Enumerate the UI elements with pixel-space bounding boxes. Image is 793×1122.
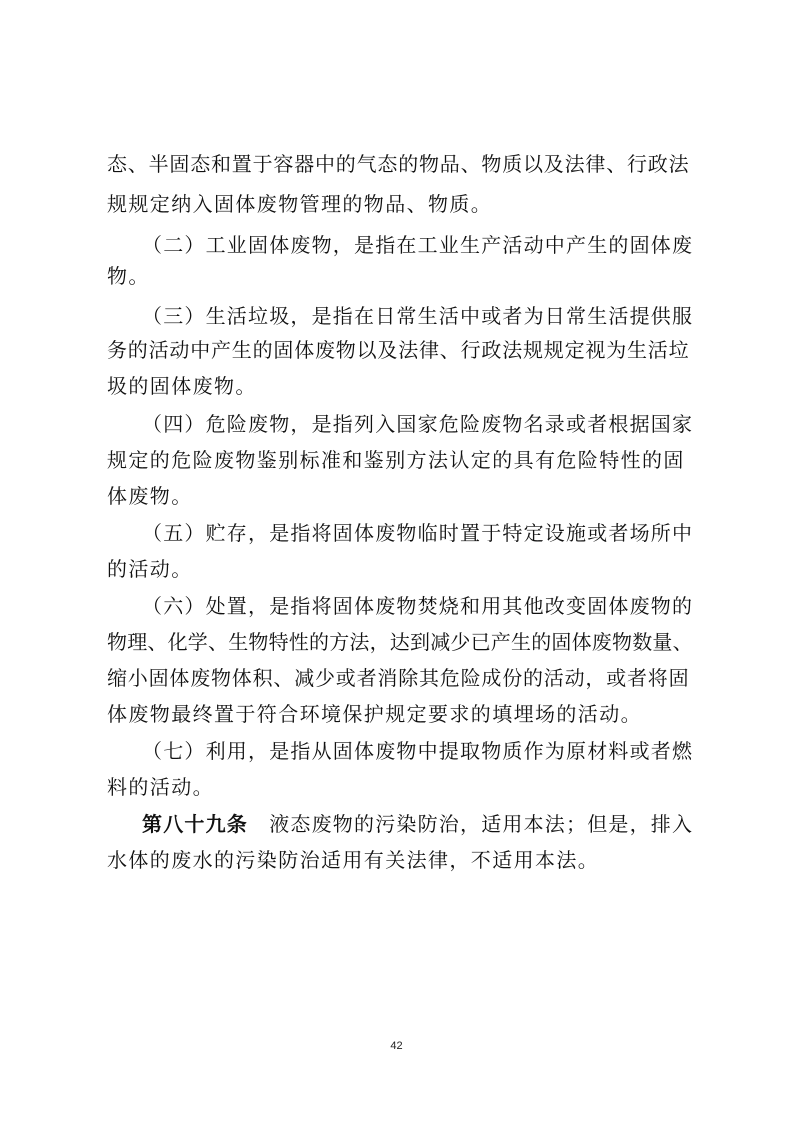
text-line: 态、半固态和置于容器中的气态的物品、物质以及法律、行政法 — [107, 152, 690, 176]
text-line: 体废物。 — [107, 484, 193, 508]
paragraph-item-2-line: （二）工业固体废物，是指在工业生产活动中产生的固体废 — [142, 233, 694, 257]
article-text: 液态废物的污染防治，适用本法；但是，排入 — [269, 812, 694, 836]
text-line: 料的活动。 — [107, 775, 214, 799]
text-line: 圾的固体废物。 — [107, 374, 257, 398]
paragraph-item-4-line: （四）危险废物，是指列入国家危险废物名录或者根据国家 — [142, 412, 694, 436]
page-number: 42 — [390, 1040, 403, 1052]
article-heading: 第八十九条 — [142, 812, 248, 836]
text-line: 规定的危险废物鉴别标准和鉴别方法认定的具有危险特性的固 — [107, 448, 685, 472]
article-89-line — [142, 810, 693, 838]
text-line: 水体的废水的污染防治适用有关法律，不适用本法。 — [107, 848, 600, 872]
paragraph-item-5-line: （五）贮存，是指将固体废物临时置于特定设施或者场所中 — [142, 521, 694, 545]
text-line: 体废物最终置于符合环境保护规定要求的填埋场的活动。 — [107, 702, 642, 726]
text-line: 缩小固体废物体积、减少或者消除其危险成份的活动，或者将固 — [107, 666, 690, 690]
paragraph-item-3-line: （三）生活垃圾，是指在日常生活中或者为日常生活提供服 — [142, 304, 694, 328]
text-line: 规规定纳入固体废物管理的物品、物质。 — [107, 192, 493, 216]
text-line: 物理、化学、生物特性的方法，达到减少已产生的固体废物数量、 — [107, 630, 693, 654]
text-line: 物。 — [107, 264, 150, 288]
paragraph-item-6-line: （六）处置，是指将固体废物焚烧和用其他改变固体废物的 — [142, 594, 694, 618]
text-line: 务的活动中产生的固体废物以及法律、行政法规规定视为生活垃 — [107, 338, 690, 362]
text-line: 的活动。 — [107, 557, 193, 581]
paragraph-item-7-line: （七）利用，是指从固体废物中提取物质作为原材料或者燃 — [142, 739, 694, 763]
